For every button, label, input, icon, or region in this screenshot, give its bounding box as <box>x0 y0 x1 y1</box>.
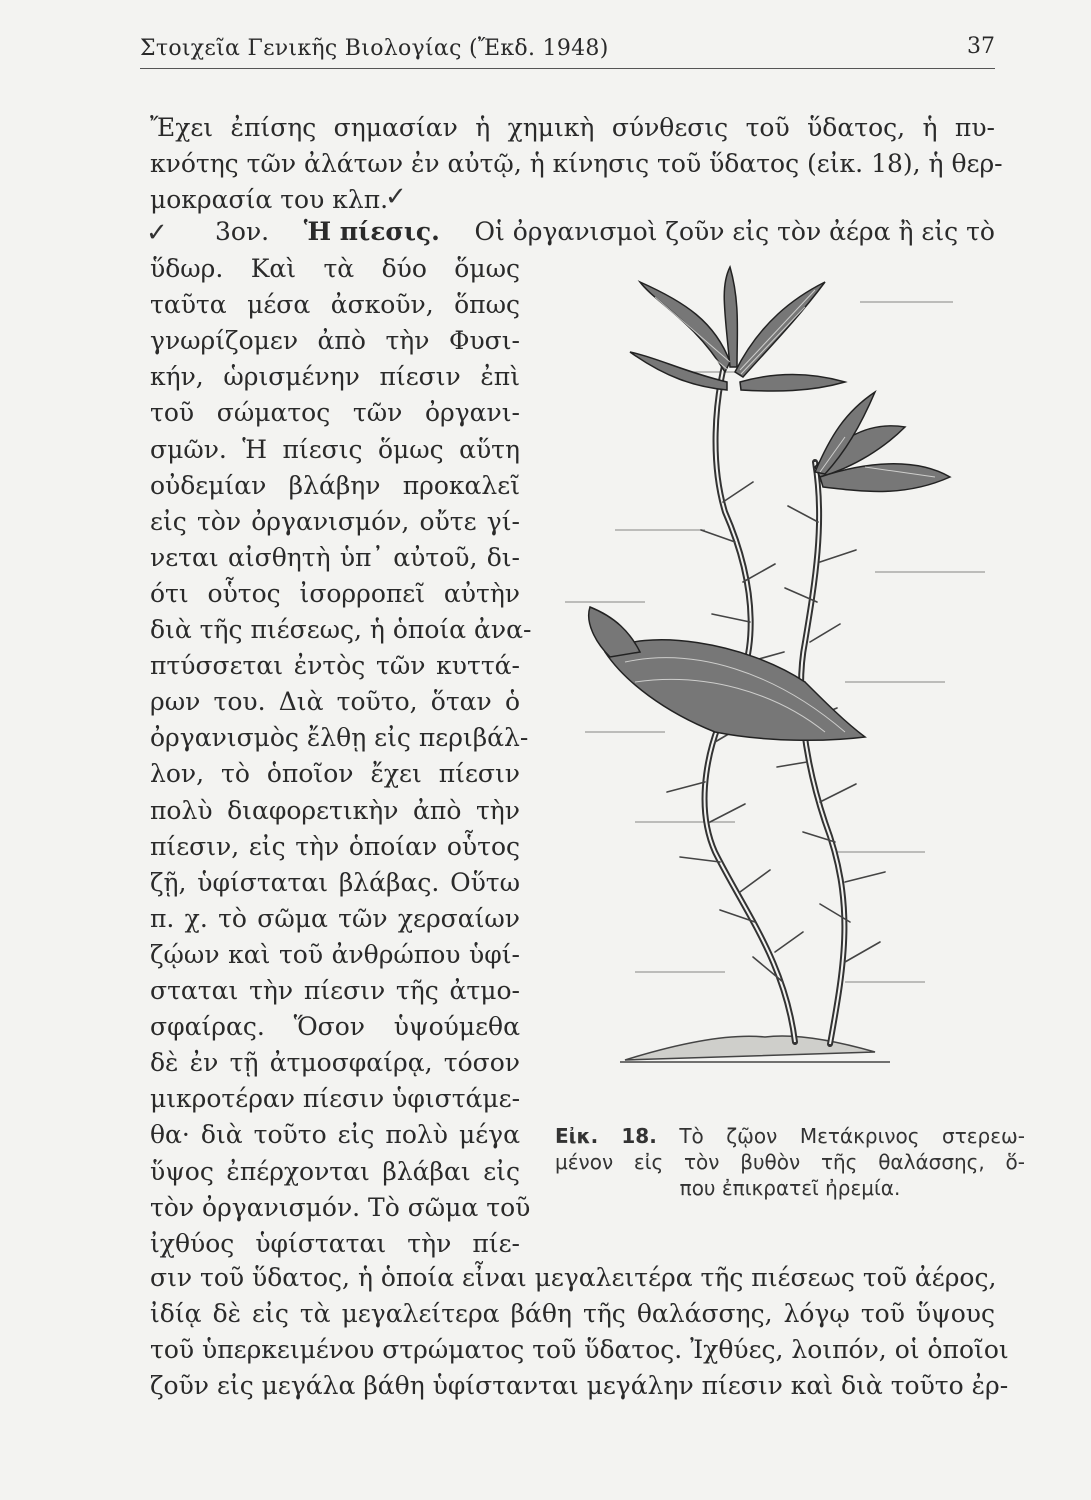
text-line: ζῇ, ὑφίσταται βλάβας. Οὕτω <box>150 867 520 897</box>
page-header <box>140 36 995 69</box>
text-line: τὸν ὀργανισμόν. Τὸ σῶμα τοῦ <box>150 1192 531 1222</box>
text-line: τοῦ σώματος τῶν ὀργανι- <box>150 398 520 428</box>
text-line: ἰδίᾳ δὲ εἰς τὰ μεγαλείτερα βάθη τῆς θαλάσσης, λόγῳ τοῦ ὕψους <box>150 1299 995 1328</box>
section-heading-line <box>215 216 995 248</box>
text-line: ζοῦν εἰς μεγάλα βάθη ὑφίστανται μεγάλην πίεσιν καὶ διὰ τοῦτο ἐρ- <box>150 1371 1009 1400</box>
text-line: μικροτέραν πίεσιν ὑφιστάμε- <box>150 1084 521 1114</box>
text-line: ἰχθύος ὑφίσταται τὴν πίε- <box>150 1228 520 1258</box>
text-line: πτύσσεται ἐντὸς τῶν κυττά- <box>150 651 520 681</box>
caption-line: που ἐπικρατεῖ ἠρεμία. <box>679 1176 901 1200</box>
page-number: 37 <box>967 34 995 59</box>
caption-label: Εἰκ. 18. <box>555 1124 657 1148</box>
text-line: πίεσιν, εἰς τὴν ὁποίαν οὗτος <box>150 831 520 861</box>
text-line: σφαίρας. Ὅσον ὑψούμεθα <box>150 1012 520 1042</box>
text-line: γνωρίζομεν ἀπὸ τὴν Φυσι- <box>150 326 520 356</box>
text-line: δὲ ἐν τῇ ἀτμοσφαίρᾳ, τόσον <box>150 1048 520 1078</box>
text-line: κήν, ὡρισμένην πίεσιν ἐπὶ <box>150 362 520 392</box>
section-number: 3ον. <box>215 217 270 246</box>
text-line: μοκρασία του κλπ. <box>150 185 389 214</box>
text-line: ταῦτα μέσα ἀσκοῦν, ὅπως <box>150 290 520 320</box>
running-title: Στοιχεῖα Γενικῆς Βιολογίας (Ἔκδ. 1948) <box>140 36 609 61</box>
section-title: Ἡ πίεσις. <box>303 217 440 246</box>
figure-caption <box>555 1123 1025 1201</box>
text-line: διὰ τῆς πιέσεως, ἡ ὁποία ἀνα- <box>150 615 532 644</box>
text-line: Ἔχει ἐπίσης σημασίαν ἡ χημικὴ σύνθεσις τοῦ ὕδατος, ἡ πυ- <box>150 113 995 142</box>
text-line: τοῦ ὑπερκειμένου στρώματος τοῦ ὕδατος. Ἰχθύες, λοιπόν, οἱ ὁποῖοι <box>150 1335 1009 1364</box>
text-line: ζῴων καὶ τοῦ ἀνθρώπου ὑφί- <box>150 939 520 969</box>
text-line: οὐδεμίαν βλάβην προκαλεῖ <box>150 470 520 500</box>
text-line: σταται τὴν πίεσιν τῆς ἀτμο- <box>150 976 520 1005</box>
text-line: π. χ. τὸ σῶμα τῶν χερσαίων <box>150 903 520 933</box>
text-line: Οἱ ὀργανισμοὶ ζοῦν εἰς τὸν ἀέρα ἢ εἰς τὸ <box>474 217 995 246</box>
text-line: ὕψος ἐπέρχονται βλάβαι εἰς <box>150 1156 520 1186</box>
text-line: θα· διὰ τοῦτο εἰς πολὺ μέγα <box>150 1120 520 1150</box>
handwritten-check-mark: ✓ <box>146 218 168 248</box>
text-line: λον, τὸ ὁποῖον ἔχει πίεσιν <box>150 759 520 789</box>
text-line: νεται αἰσθητὴ ὑπ᾽ αὐτοῦ, δι- <box>150 542 520 572</box>
text-line: ρων του. Διὰ τοῦτο, ὅταν ὁ <box>150 687 520 717</box>
handwritten-check-mark: ✓ <box>385 182 407 212</box>
caption-line: μένον εἰς τὸν βυθὸν τῆς θαλάσσης, ὅ- <box>555 1150 1025 1174</box>
text-line: ὀργανισμὸς ἔλθῃ εἰς περιβάλ- <box>150 723 529 753</box>
text-line: σμῶν. Ἡ πίεσις ὅμως αὕτη <box>150 434 520 464</box>
text-line: σιν τοῦ ὕδατος, ἡ ὁποία εἶναι μεγαλειτέρα τῆς πιέσεως τοῦ ἀέρος, <box>150 1263 997 1292</box>
text-line: κνότης τῶν ἀλάτων ἐν αὐτῷ, ἡ κίνησις τοῦ ὕδατος (εἰκ. 18), ἡ θερ- <box>150 149 1003 178</box>
text-line: πολὺ διαφορετικὴν ἀπὸ τὴν <box>150 795 520 825</box>
text-line: ὕδωρ. Καὶ τὰ δύο ὅμως <box>150 254 520 283</box>
caption-text: Τὸ ζῷον Μετάκρινος στερεω- <box>679 1124 1026 1148</box>
text-line: εἰς τὸν ὀργανισμόν, οὔτε γί- <box>150 506 520 536</box>
caption-line <box>555 1123 1025 1149</box>
metacrinus-illustration <box>545 262 1005 1092</box>
text-line: ότι οὗτος ἰσορροπεῖ αὐτὴν <box>150 578 520 608</box>
